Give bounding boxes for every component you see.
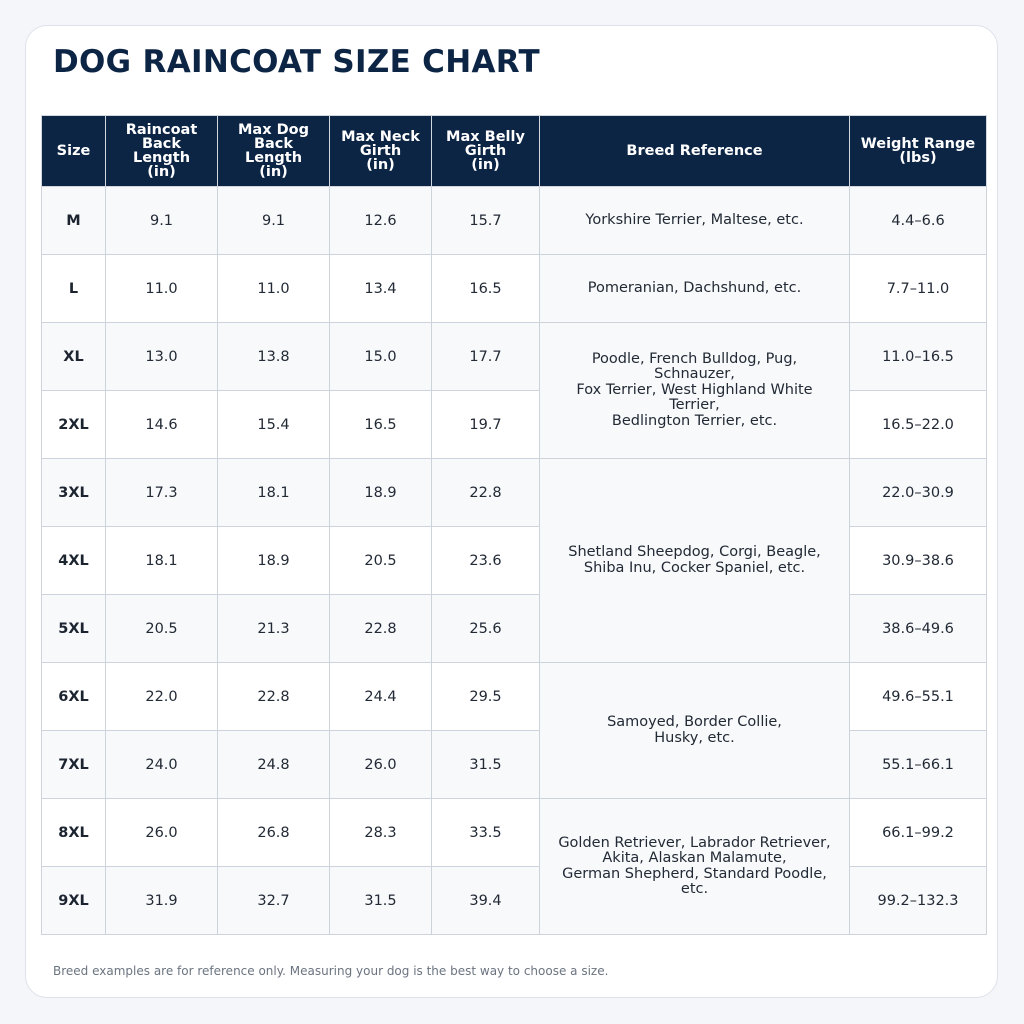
weight-range-cell: 22.0–30.9 [850, 459, 987, 527]
max-dog-back-length-cell: 26.8 [218, 799, 330, 867]
max-belly-girth-cell: 25.6 [432, 595, 540, 663]
weight-range-cell: 30.9–38.6 [850, 527, 987, 595]
max-belly-girth-cell: 23.6 [432, 527, 540, 595]
breed-reference-cell: Shetland Sheepdog, Corgi, Beagle, Shiba Inu, Cocker Spaniel, etc. [540, 459, 850, 663]
max-dog-back-length-cell: 13.8 [218, 323, 330, 391]
raincoat-back-length-cell: 13.0 [106, 323, 218, 391]
max-neck-girth-cell: 12.6 [330, 187, 432, 255]
raincoat-back-length-cell: 26.0 [106, 799, 218, 867]
max-belly-girth-cell: 15.7 [432, 187, 540, 255]
max-neck-girth-cell: 13.4 [330, 255, 432, 323]
table-row-l [42, 255, 987, 323]
raincoat-back-length-cell: 18.1 [106, 527, 218, 595]
weight-range-cell: 99.2–132.3 [850, 867, 987, 935]
size-chart-card [25, 25, 998, 998]
page-title: DOG RAINCOAT SIZE CHART [53, 44, 540, 80]
breed-reference-cell: Golden Retriever, Labrador Retriever, Akita, Alaskan Malamute, German Shepherd, Standard Poodle, etc. [540, 799, 850, 935]
max-dog-back-length-cell: 21.3 [218, 595, 330, 663]
raincoat-back-length-cell: 17.3 [106, 459, 218, 527]
size-cell: 7XL [42, 731, 106, 799]
header-breed-reference: Breed Reference [540, 116, 850, 187]
size-cell: M [42, 187, 106, 255]
table-row-3xl [42, 459, 987, 527]
max-belly-girth-cell: 19.7 [432, 391, 540, 459]
max-dog-back-length-cell: 22.8 [218, 663, 330, 731]
raincoat-back-length-cell: 11.0 [106, 255, 218, 323]
raincoat-back-length-cell: 9.1 [106, 187, 218, 255]
max-dog-back-length-cell: 32.7 [218, 867, 330, 935]
size-cell: 8XL [42, 799, 106, 867]
weight-range-cell: 55.1–66.1 [850, 731, 987, 799]
max-belly-girth-cell: 17.7 [432, 323, 540, 391]
max-neck-girth-cell: 15.0 [330, 323, 432, 391]
max-dog-back-length-cell: 15.4 [218, 391, 330, 459]
max-dog-back-length-cell: 11.0 [218, 255, 330, 323]
max-neck-girth-cell: 28.3 [330, 799, 432, 867]
size-cell: XL [42, 323, 106, 391]
header-size: Size [42, 116, 106, 187]
size-cell: 2XL [42, 391, 106, 459]
size-cell: 6XL [42, 663, 106, 731]
size-cell: 4XL [42, 527, 106, 595]
raincoat-back-length-cell: 22.0 [106, 663, 218, 731]
max-neck-girth-cell: 31.5 [330, 867, 432, 935]
size-cell: 5XL [42, 595, 106, 663]
header-max-belly-girth: Max Belly Girth (in) [432, 116, 540, 187]
raincoat-back-length-cell: 31.9 [106, 867, 218, 935]
table-row-8xl [42, 799, 987, 867]
size-cell: 9XL [42, 867, 106, 935]
breed-reference-cell: Poodle, French Bulldog, Pug, Schnauzer, Fox Terrier, West Highland White Terrier, Bedlington Terrier, etc. [540, 323, 850, 459]
max-belly-girth-cell: 22.8 [432, 459, 540, 527]
table-row-6xl [42, 663, 987, 731]
size-table [41, 115, 987, 935]
weight-range-cell: 11.0–16.5 [850, 323, 987, 391]
weight-range-cell: 38.6–49.6 [850, 595, 987, 663]
header-raincoat-back-length: Raincoat Back Length (in) [106, 116, 218, 187]
max-neck-girth-cell: 20.5 [330, 527, 432, 595]
max-belly-girth-cell: 33.5 [432, 799, 540, 867]
max-belly-girth-cell: 16.5 [432, 255, 540, 323]
header-max-dog-back-length: Max Dog Back Length (in) [218, 116, 330, 187]
table-header-row [42, 116, 987, 187]
size-cell: 3XL [42, 459, 106, 527]
raincoat-back-length-cell: 24.0 [106, 731, 218, 799]
max-belly-girth-cell: 39.4 [432, 867, 540, 935]
table-row-xl [42, 323, 987, 391]
weight-range-cell: 7.7–11.0 [850, 255, 987, 323]
max-neck-girth-cell: 16.5 [330, 391, 432, 459]
max-neck-girth-cell: 18.9 [330, 459, 432, 527]
max-belly-girth-cell: 29.5 [432, 663, 540, 731]
breed-reference-cell: Pomeranian, Dachshund, etc. [540, 255, 850, 323]
max-dog-back-length-cell: 18.9 [218, 527, 330, 595]
max-neck-girth-cell: 22.8 [330, 595, 432, 663]
max-belly-girth-cell: 31.5 [432, 731, 540, 799]
breed-reference-cell: Yorkshire Terrier, Maltese, etc. [540, 187, 850, 255]
raincoat-back-length-cell: 14.6 [106, 391, 218, 459]
max-neck-girth-cell: 26.0 [330, 731, 432, 799]
weight-range-cell: 4.4–6.6 [850, 187, 987, 255]
footnote: Breed examples are for reference only. Measuring your dog is the best way to choose a size. [53, 964, 609, 978]
max-dog-back-length-cell: 18.1 [218, 459, 330, 527]
table-row-m [42, 187, 987, 255]
size-cell: L [42, 255, 106, 323]
max-neck-girth-cell: 24.4 [330, 663, 432, 731]
weight-range-cell: 16.5–22.0 [850, 391, 987, 459]
max-dog-back-length-cell: 9.1 [218, 187, 330, 255]
header-max-neck-girth: Max Neck Girth (in) [330, 116, 432, 187]
max-dog-back-length-cell: 24.8 [218, 731, 330, 799]
raincoat-back-length-cell: 20.5 [106, 595, 218, 663]
weight-range-cell: 49.6–55.1 [850, 663, 987, 731]
breed-reference-cell: Samoyed, Border Collie, Husky, etc. [540, 663, 850, 799]
weight-range-cell: 66.1–99.2 [850, 799, 987, 867]
header-weight-range: Weight Range (lbs) [850, 116, 987, 187]
